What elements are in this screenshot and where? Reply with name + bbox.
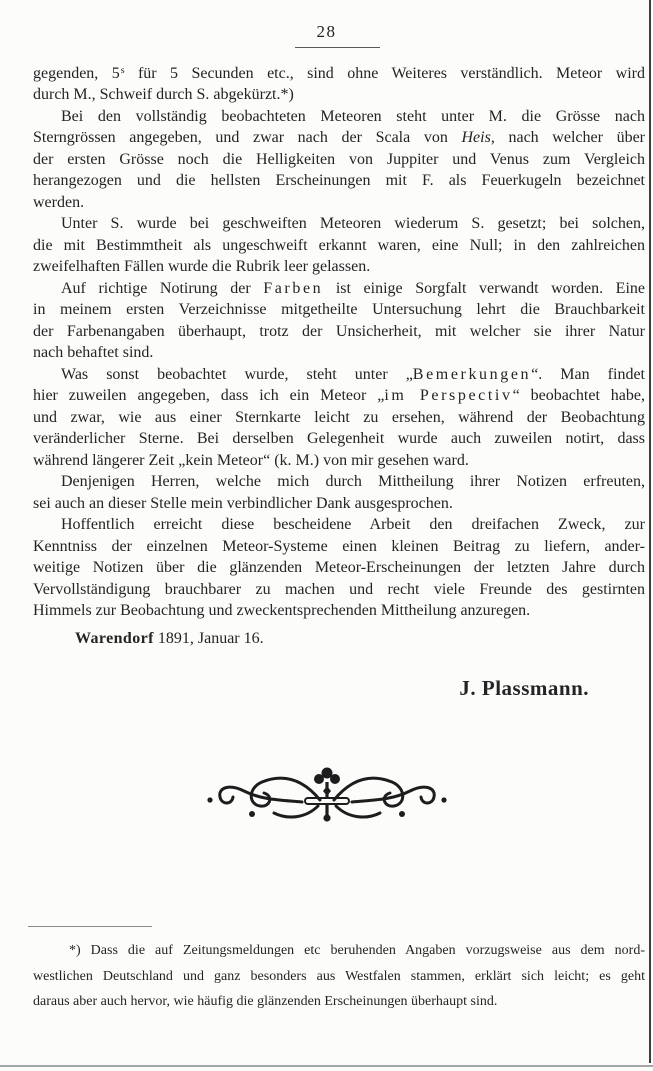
body-text bbox=[33, 60, 645, 622]
paragraph bbox=[33, 471, 645, 514]
text-segment: durch M., Schweif durch S. abgekürzt.*) bbox=[33, 86, 294, 104]
text-line bbox=[33, 364, 645, 386]
text-line bbox=[33, 557, 645, 579]
text-line bbox=[33, 600, 645, 622]
text-segment: Sterngrössen angegeben, und zwar nach der Scala von bbox=[33, 129, 462, 147]
text-segment: nach behaftet sind. bbox=[33, 344, 154, 362]
text-segment: Unter S. wurde bei geschweiften Meteoren wiederum S. gesetzt; bei solchen, bbox=[61, 215, 645, 233]
text-segment: in meinem ersten Verzeichnisse mitgetheilte Untersuchung lehrt die Brauchbarkeit bbox=[33, 301, 645, 319]
dateline bbox=[75, 630, 264, 648]
text-segment: Farben bbox=[263, 279, 324, 297]
text-line bbox=[33, 84, 645, 106]
text-line bbox=[33, 342, 645, 364]
text-segment: Auf richtige Notirung der bbox=[61, 279, 264, 297]
text-line bbox=[33, 106, 645, 128]
paragraph bbox=[33, 364, 645, 472]
fleuron-ornament-icon bbox=[0, 760, 653, 835]
text-segment: für 5 Secunden etc., sind ohne Weiteres verständlich. Meteor wird bbox=[124, 64, 645, 82]
page-number-rule bbox=[295, 47, 380, 48]
text-line bbox=[33, 428, 645, 450]
paragraph bbox=[33, 514, 645, 622]
footnote-line: daraus aber auch hervor, wie häufig die glänzenden Erscheinungen überhaupt sind. bbox=[33, 994, 498, 1009]
text-segment: Kenntniss der einzelnen Meteor-Systeme einen kleinen Beitrag zu liefern, ander- bbox=[33, 537, 645, 555]
text-segment: gegenden, 5 bbox=[33, 64, 120, 82]
text-line bbox=[33, 149, 645, 171]
text-segment: weitige Notizen über die glänzenden Meteor-Erscheinungen der letzten Jahre durch bbox=[33, 559, 645, 577]
text-segment: im Perspectiv bbox=[384, 387, 513, 405]
text-segment: , nach welcher über bbox=[490, 129, 645, 147]
text-line bbox=[33, 256, 645, 278]
text-segment: und zwar, wie aus einer Sternkarte leicht zu ersehen, während der Beobachtung bbox=[33, 408, 645, 426]
paragraph bbox=[33, 60, 645, 106]
text-line bbox=[33, 127, 645, 149]
paragraph bbox=[33, 213, 645, 278]
text-segment: die mit Bestimmtheit als ungeschweift erkannt waren, eine Null; in den zahlreichen bbox=[33, 236, 645, 254]
text-line bbox=[33, 536, 645, 558]
text-segment: Himmels zur Beobachtung und zweckentsprechenden Mittheilung anzuregen. bbox=[33, 602, 531, 620]
text-line bbox=[33, 450, 645, 472]
text-line bbox=[33, 471, 645, 493]
scan-edge-right bbox=[649, 0, 651, 1063]
text-segment: werden. bbox=[33, 193, 85, 211]
footnote-line: westlichen Deutschland und ganz besonders aus Westfalen stammen, erklärt sich leicht; es geht bbox=[33, 968, 645, 984]
text-line bbox=[33, 493, 645, 515]
text-segment: veränderlicher Sterne. Bei derselben Gelegenheit wurde auch zuweilen notirt, dass bbox=[33, 430, 645, 448]
text-segment: herangezogen und die hellsten Erscheinungen mit F. als Feuerkugeln bezeichnet bbox=[33, 172, 645, 190]
text-line bbox=[33, 385, 645, 407]
footnote-separator-rule bbox=[28, 926, 152, 927]
text-segment: der ersten Grösse noch die Helligkeiten von Juppiter und Venus zum Vergleich bbox=[33, 150, 645, 168]
text-segment: Heis bbox=[461, 129, 491, 147]
text-segment: s bbox=[120, 65, 125, 76]
text-segment: Hoffentlich erreicht diese bescheidene Arbeit den dreifachen Zweck, zur bbox=[61, 516, 645, 534]
text-line bbox=[33, 514, 645, 536]
text-line bbox=[33, 299, 645, 321]
dateline-date: 1891, Januar 16. bbox=[153, 630, 264, 647]
text-line bbox=[33, 278, 645, 300]
text-segment: der Farbenangaben überhaupt, trotz der Unsicherheit, mit welcher sie ihrer Natur bbox=[33, 322, 645, 340]
text-line bbox=[33, 235, 645, 257]
text-line bbox=[33, 170, 645, 192]
text-line bbox=[33, 579, 645, 601]
text-segment: Denjenigen Herren, welche mich durch Mittheilung ihrer Notizen erfreuten, bbox=[61, 473, 645, 491]
paragraph bbox=[33, 106, 645, 214]
text-segment: “ beobachtet habe, bbox=[512, 387, 645, 405]
text-line bbox=[33, 60, 645, 84]
text-segment: hier zuweilen angegeben, dass ich ein Meteor „ bbox=[33, 387, 385, 405]
text-line bbox=[33, 407, 645, 429]
text-segment: Vervollständigung brauchbarer zu machen und recht viele Freunde des gestirnten bbox=[33, 580, 645, 598]
text-segment: Bei den vollständig beobachteten Meteoren steht unter M. die Grösse nach bbox=[61, 107, 645, 125]
paragraph bbox=[33, 278, 645, 364]
text-line bbox=[33, 213, 645, 235]
dateline-place: Warendorf bbox=[75, 630, 154, 647]
text-segment: zweifelhaften Fällen wurde die Rubrik leer gelassen. bbox=[33, 258, 371, 276]
text-line bbox=[33, 192, 645, 214]
text-segment: Was sonst beobachtet wurde, steht unter „ bbox=[61, 365, 413, 383]
text-segment: Bemerkungen bbox=[412, 365, 532, 383]
author-signature: J. Plassmann. bbox=[459, 676, 589, 700]
page-number: 28 bbox=[316, 22, 337, 41]
text-segment: “. Man findet bbox=[531, 365, 645, 383]
text-segment: sei auch an dieser Stelle mein verbindlicher Dank ausgesprochen. bbox=[33, 494, 453, 512]
scan-edge-bottom bbox=[0, 1065, 653, 1067]
footnote-line: *) Dass die auf Zeitungsmeldungen etc beruhenden Angaben vorzugsweise aus dem nord- bbox=[69, 943, 645, 958]
text-segment: während längerer Zeit „kein Meteor“ (k. M.) von mir gesehen ward. bbox=[33, 451, 469, 469]
footnote bbox=[33, 938, 645, 1015]
text-segment: ist einige Sorgfalt verwandt worden. Eine bbox=[323, 279, 645, 297]
text-line bbox=[33, 321, 645, 343]
